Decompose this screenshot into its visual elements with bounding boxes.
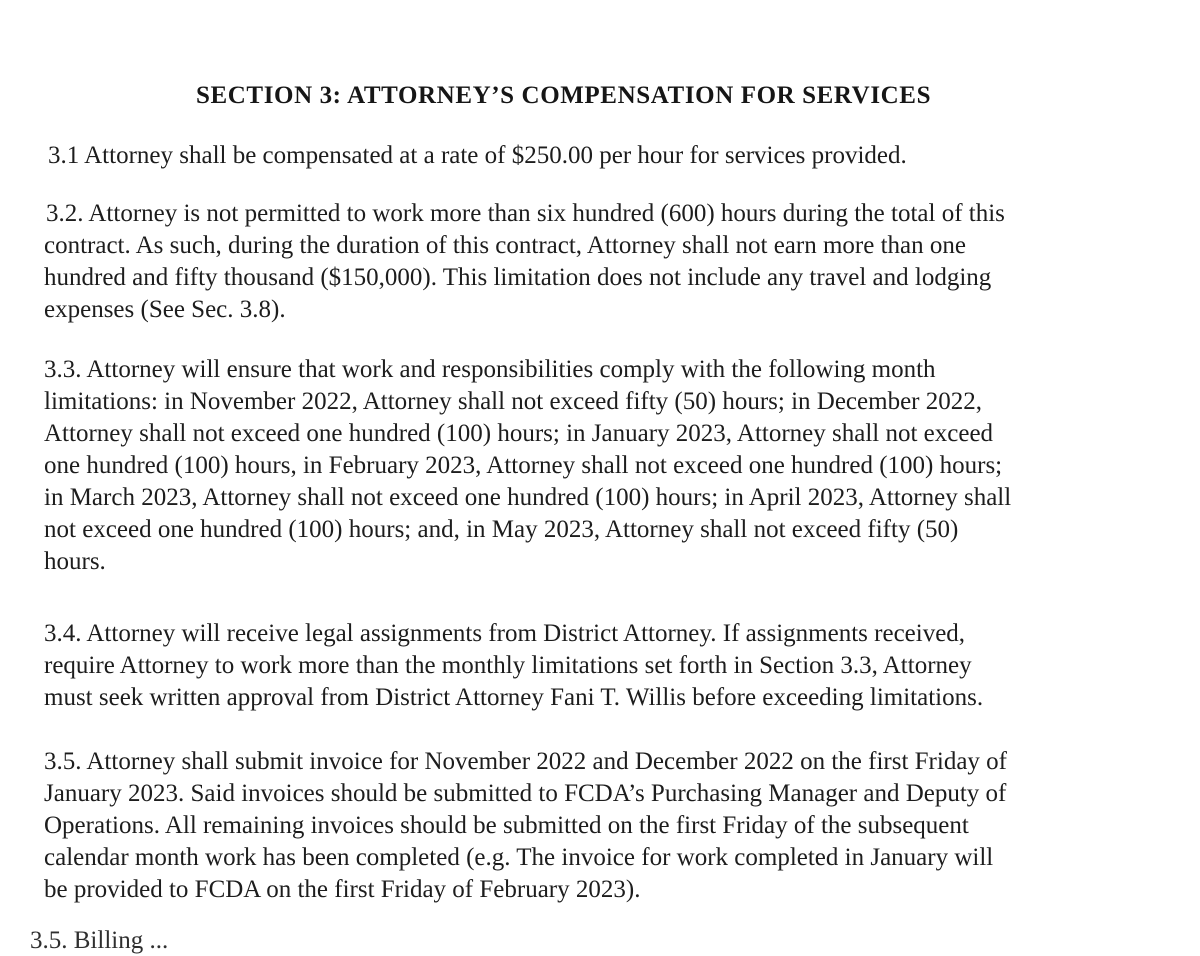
paragraph-line: hours.	[44, 548, 106, 575]
paragraph-3-1	[44, 140, 1144, 172]
cutoff-line: 3.5. Billing ...	[30, 927, 169, 954]
paragraph-line: be provided to FCDA on the first Friday of February 2023).	[44, 876, 641, 903]
paragraph-line: Operations. All remaining invoices should be submitted on the first Friday of the subsequent	[44, 812, 969, 839]
paragraph-3-2	[44, 198, 1144, 326]
section-heading: SECTION 3: ATTORNEY’S COMPENSATION FOR SERVICES	[196, 82, 932, 109]
paragraph-line: one hundred (100) hours, in February 2023, Attorney shall not exceed one hundred (100) hours;	[44, 452, 1003, 479]
paragraph-3-3	[44, 354, 1144, 578]
paragraph-line: limitations: in November 2022, Attorney shall not exceed fifty (50) hours; in December 2022,	[44, 388, 982, 415]
paragraph-line: January 2023. Said invoices should be submitted to FCDA’s Purchasing Manager and Deputy of	[44, 780, 1007, 807]
paragraph-line: in March 2023, Attorney shall not exceed one hundred (100) hours; in April 2023, Attorney shall	[44, 484, 1012, 511]
paragraph-line: require Attorney to work more than the monthly limitations set forth in Section 3.3, Attorney	[44, 652, 972, 679]
paragraph-line: Attorney shall not exceed one hundred (100) hours; in January 2023, Attorney shall not exceed	[44, 420, 994, 447]
paragraph-3-4	[44, 618, 1144, 714]
paragraph-line: not exceed one hundred (100) hours; and, in May 2023, Attorney shall not exceed fifty (50)	[44, 516, 959, 543]
paragraph-line: 3.2. Attorney is not permitted to work more than six hundred (600) hours during the total of this	[46, 200, 1005, 227]
paragraph-line: hundred and fifty thousand ($150,000). This limitation does not include any travel and lodging	[44, 264, 992, 291]
paragraph-3-5	[44, 746, 1144, 906]
paragraph-line: 3.4. Attorney will receive legal assignments from District Attorney. If assignments received,	[44, 620, 966, 647]
paragraph-line: expenses (See Sec. 3.8).	[44, 296, 286, 323]
paragraph-line: calendar month work has been completed (e.g. The invoice for work completed in January will	[44, 844, 994, 871]
paragraph-line: 3.1 Attorney shall be compensated at a rate of $250.00 per hour for services provided.	[48, 142, 907, 169]
paragraph-line: 3.3. Attorney will ensure that work and responsibilities comply with the following month	[44, 356, 936, 383]
paragraph-line: contract. As such, during the duration of this contract, Attorney shall not earn more than one	[44, 232, 966, 259]
paragraph-line: 3.5. Attorney shall submit invoice for November 2022 and December 2022 on the first Friday of	[44, 748, 1007, 775]
paragraph-line: must seek written approval from District Attorney Fani T. Willis before exceeding limitations.	[44, 684, 984, 711]
